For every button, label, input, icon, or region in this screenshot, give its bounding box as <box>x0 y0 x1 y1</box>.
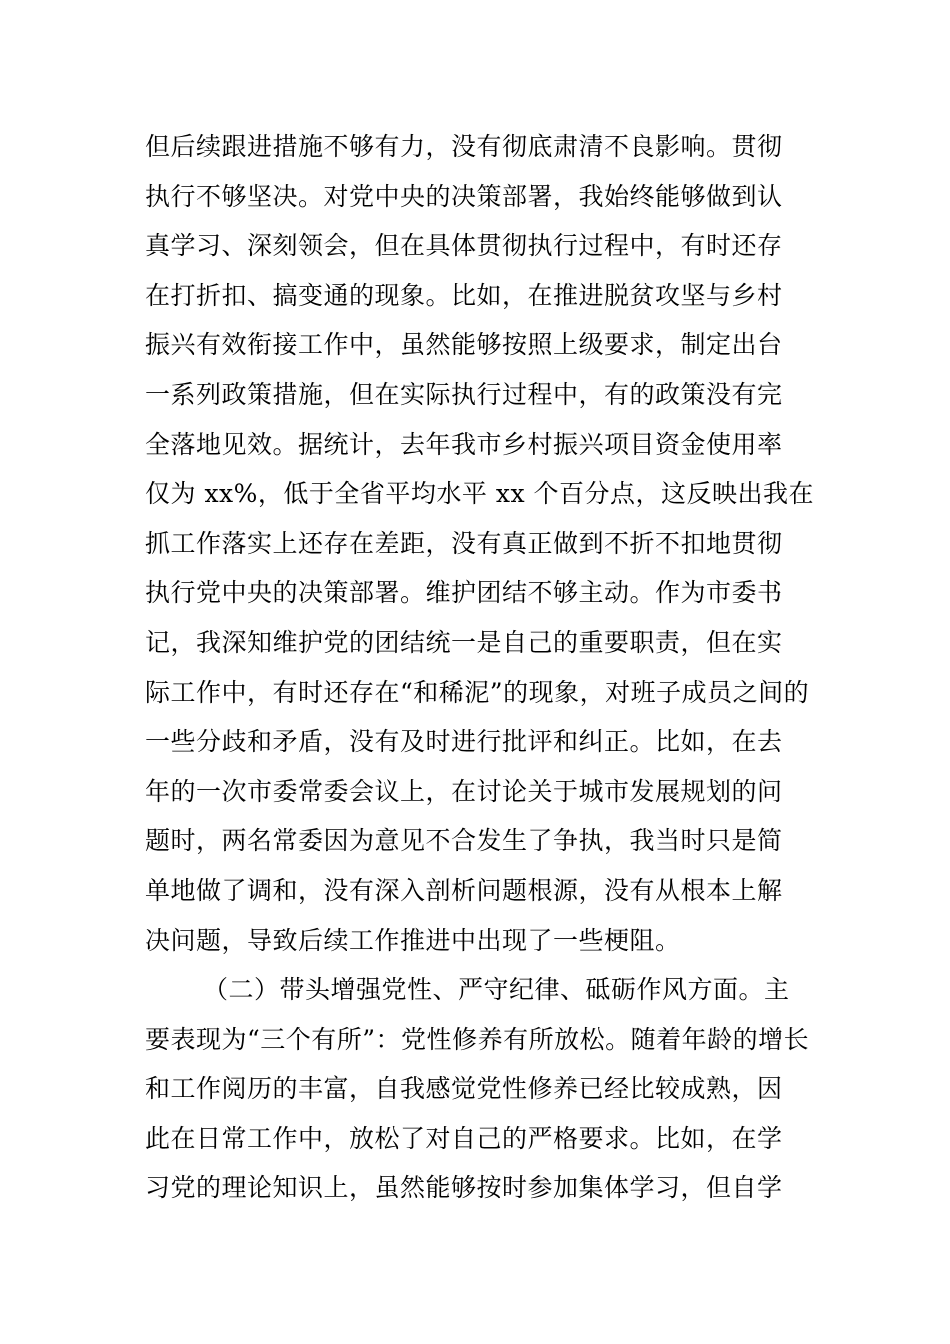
text-line: 执行不够坚决。对党中央的决策部署，我始终能够做到认 <box>145 181 783 211</box>
text-line: 单地做了调和，没有深入剖析问题根源，没有从根本上解 <box>145 875 783 905</box>
text-line: 在打折扣、搞变通的现象。比如，在推进脱贫攻坚与乡村 <box>145 280 783 310</box>
document-body <box>145 122 814 1213</box>
text-line: 年的一次市委常委会议上，在讨论关于城市发展规划的问 <box>145 776 783 806</box>
section-heading-line: （二）带头增强党性、严守纪律、砥砺作风方面。主 <box>203 975 790 1005</box>
text-line: 记，我深知维护党的团结统一是自己的重要职责，但在实 <box>145 627 783 657</box>
text-line: 一些分歧和矛盾，没有及时进行批评和纠正。比如，在去 <box>145 727 783 757</box>
text-line: 抓工作落实上还存在差距，没有真正做到不折不扣地贯彻 <box>145 528 783 558</box>
text-line: 全落地见效。据统计，去年我市乡村振兴项目资金使用率 <box>145 429 783 459</box>
text-line: 和工作阅历的丰富，自我感觉党性修养已经比较成熟，因 <box>145 1074 783 1104</box>
text-line: 习党的理论知识上，虽然能够按时参加集体学习，但自学 <box>145 1173 783 1203</box>
text-line: 题时，两名常委因为意见不合发生了争执，我当时只是简 <box>145 826 783 856</box>
text-line: 此在日常工作中，放松了对自己的严格要求。比如，在学 <box>145 1123 783 1153</box>
text-line: 仅为 xx%，低于全省平均水平 xx 个百分点，这反映出我在 <box>145 479 814 509</box>
text-line: 际工作中，有时还存在“和稀泥”的现象，对班子成员之间的 <box>145 677 810 707</box>
text-line: 要表现为“三个有所”：党性修养有所放松。随着年龄的增长 <box>145 1024 810 1054</box>
text-line: 振兴有效衔接工作中，虽然能够按照上级要求，制定出台 <box>145 330 783 360</box>
text-line: 执行党中央的决策部署。维护团结不够主动。作为市委书 <box>145 578 783 608</box>
text-line: 决问题，导致后续工作推进中出现了一些梗阻。 <box>145 925 681 955</box>
text-line: 一系列政策措施，但在实际执行过程中，有的政策没有完 <box>145 379 783 409</box>
text-line: 真学习、深刻领会，但在具体贯彻执行过程中，有时还存 <box>145 231 783 261</box>
text-line: 但后续跟进措施不够有力，没有彻底肃清不良影响。贯彻 <box>145 132 783 161</box>
